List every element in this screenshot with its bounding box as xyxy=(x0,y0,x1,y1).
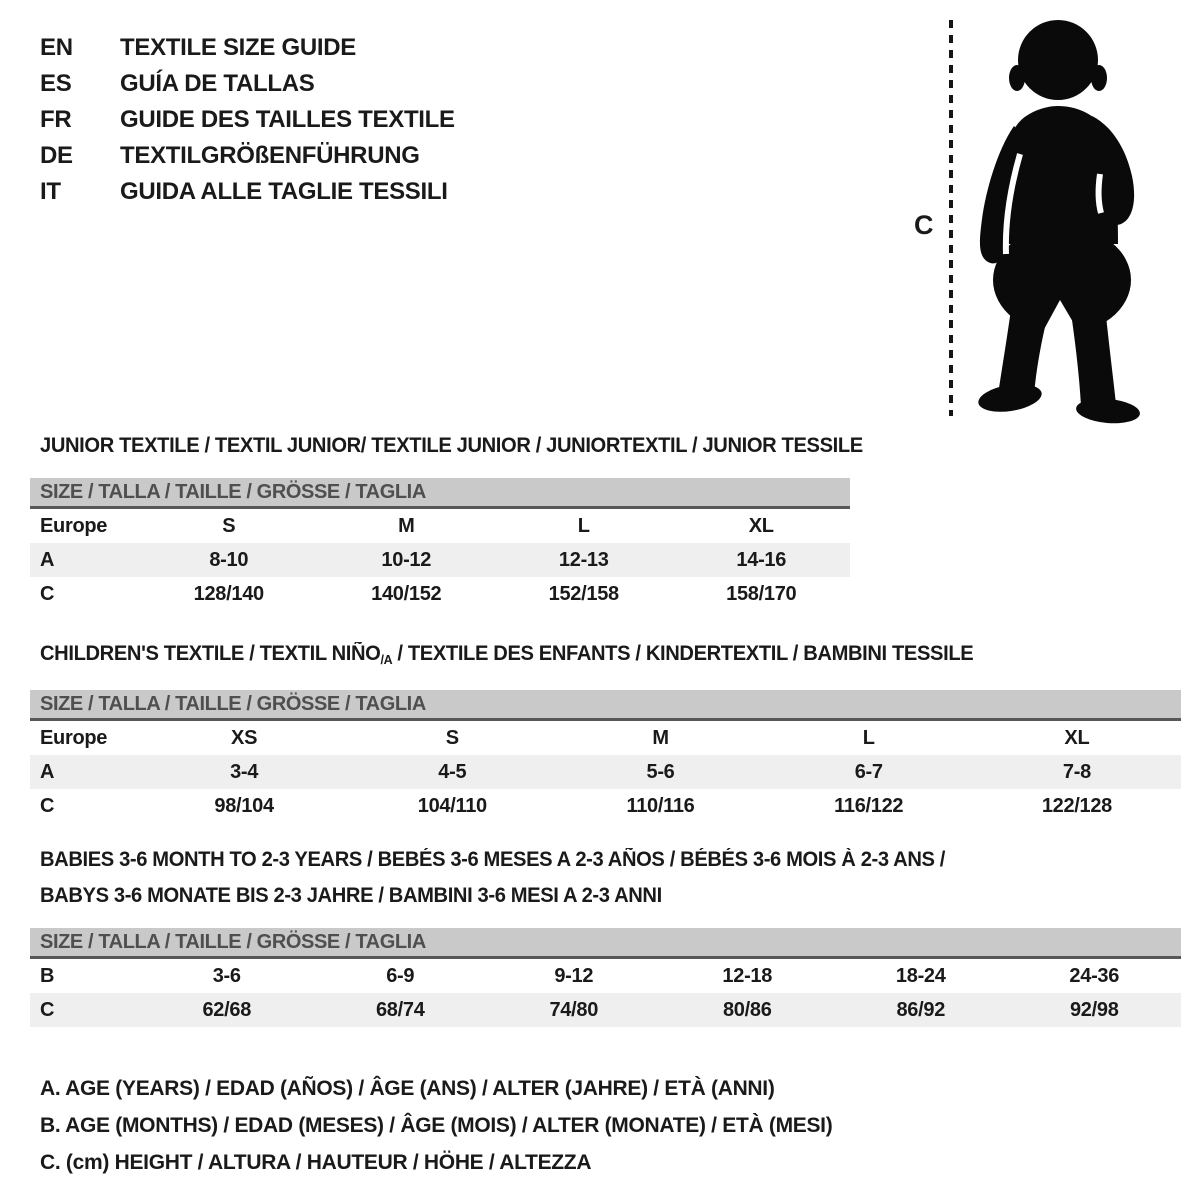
height-cell: 74/80 xyxy=(549,999,599,1021)
months-cell: 9-12 xyxy=(554,965,594,987)
babies-size-table xyxy=(30,928,1181,1027)
height-cell: 92/98 xyxy=(1069,999,1119,1021)
children-title-post: / TEXTILE DES ENFANTS / KINDERTEXTIL / BAMBINI TESSILE xyxy=(392,642,974,665)
age-cell: 5-6 xyxy=(646,761,675,783)
age-cell: 7-8 xyxy=(1062,761,1091,783)
language-code: FR xyxy=(40,106,72,133)
table-row-height xyxy=(30,577,850,611)
age-cell: 6-7 xyxy=(854,761,883,783)
junior-section-title: JUNIOR TEXTILE / TEXTIL JUNIOR/ TEXTILE JUNIOR / JUNIORTEXTIL / JUNIOR TESSILE xyxy=(40,434,863,457)
size-cell: L xyxy=(862,727,875,749)
months-cell: 6-9 xyxy=(386,965,415,987)
babies-title-line1: BABIES 3-6 MONTH TO 2-3 YEARS / BEBÉS 3-6 MESES A 2-3 AÑOS / BÉBÉS 3-6 MOIS À 2-3 ANS / xyxy=(40,848,946,871)
language-list xyxy=(40,30,455,210)
table-row-age xyxy=(30,755,1181,789)
table-row-region xyxy=(30,509,850,543)
table-row-age xyxy=(30,543,850,577)
height-cell: 86/92 xyxy=(896,999,946,1021)
row-label: Europe xyxy=(40,727,108,749)
age-cell: 8-10 xyxy=(209,549,249,571)
months-cell: 12-18 xyxy=(722,965,773,987)
children-section-title xyxy=(40,642,973,667)
table-row-height xyxy=(30,789,1181,823)
age-cell: 14-16 xyxy=(736,549,787,571)
height-cell: 62/68 xyxy=(202,999,252,1021)
size-header-bar: SIZE / TALLA / TAILLE / GRÖSSE / TAGLIA xyxy=(30,928,1181,959)
row-label: C xyxy=(40,795,55,817)
height-cell: 68/74 xyxy=(375,999,425,1021)
months-cell: 24-36 xyxy=(1069,965,1120,987)
row-label: C xyxy=(40,999,55,1021)
row-label: C xyxy=(40,583,55,605)
babies-title-line2: BABYS 3-6 MONATE BIS 2-3 JAHRE / BAMBINI 3-6 MESI A 2-3 ANNI xyxy=(40,884,662,907)
children-size-table xyxy=(30,690,1181,823)
table-row-months xyxy=(30,959,1181,993)
table-row-height xyxy=(30,993,1181,1027)
age-cell: 12-13 xyxy=(558,549,609,571)
height-cell: 116/122 xyxy=(834,795,904,817)
legend xyxy=(40,1070,832,1181)
baby-silhouette-icon xyxy=(958,14,1150,424)
age-cell: 10-12 xyxy=(381,549,432,571)
language-title: TEXTILGRÖßENFÜHRUNG xyxy=(120,142,420,169)
language-row xyxy=(40,66,455,102)
height-cell: 98/104 xyxy=(214,795,274,817)
row-label: A xyxy=(40,549,55,571)
size-cell: XL xyxy=(1064,727,1090,749)
babies-section-title xyxy=(40,842,945,914)
language-title: GUÍA DE TALLAS xyxy=(120,70,315,97)
height-cell: 122/128 xyxy=(1041,795,1113,817)
legend-line-c: C. (cm) HEIGHT / ALTURA / HAUTEUR / HÖHE / ALTEZZA xyxy=(40,1151,592,1174)
language-row xyxy=(40,174,455,210)
size-header-bar: SIZE / TALLA / TAILLE / GRÖSSE / TAGLIA xyxy=(30,690,1181,721)
height-cell: 152/158 xyxy=(548,583,619,605)
row-label: Europe xyxy=(40,515,108,537)
height-cell: 110/116 xyxy=(626,795,695,817)
height-cell: 158/170 xyxy=(726,583,797,605)
size-header-bar: SIZE / TALLA / TAILLE / GRÖSSE / TAGLIA xyxy=(30,478,850,509)
row-label: A xyxy=(40,761,55,783)
months-cell: 18-24 xyxy=(895,965,946,987)
size-cell: S xyxy=(222,515,236,537)
height-dashed-line xyxy=(949,20,953,416)
table-row-region xyxy=(30,721,1181,755)
size-cell: XS xyxy=(231,727,258,749)
size-cell: L xyxy=(577,515,590,537)
months-cell: 3-6 xyxy=(212,965,241,987)
language-title: GUIDA ALLE TAGLIE TESSILI xyxy=(120,178,448,205)
height-label-c: C xyxy=(914,210,934,240)
legend-line-a: A. AGE (YEARS) / EDAD (AÑOS) / ÂGE (ANS) / ALTER (JAHRE) / ETÀ (ANNI) xyxy=(40,1077,775,1100)
size-cell: XL xyxy=(748,515,774,537)
language-title: TEXTILE SIZE GUIDE xyxy=(120,34,356,61)
age-cell: 3-4 xyxy=(230,761,259,783)
height-cell: 128/140 xyxy=(193,583,264,605)
language-code: EN xyxy=(40,34,73,61)
legend-line-b: B. AGE (MONTHS) / EDAD (MESES) / ÂGE (MOIS) / ALTER (MONATE) / ETÀ (MESI) xyxy=(40,1114,833,1137)
row-label: B xyxy=(40,965,55,987)
language-row xyxy=(40,138,455,174)
language-title: GUIDE DES TAILLES TEXTILE xyxy=(120,106,455,133)
size-cell: M xyxy=(398,515,415,537)
language-row xyxy=(40,30,455,66)
language-code: DE xyxy=(40,142,73,169)
size-cell: S xyxy=(445,727,459,749)
children-title-pre: CHILDREN'S TEXTILE / TEXTIL NIÑO xyxy=(40,642,381,665)
language-code: IT xyxy=(40,178,61,205)
language-code: ES xyxy=(40,70,72,97)
age-cell: 4-5 xyxy=(438,761,467,783)
height-cell: 104/110 xyxy=(417,795,487,817)
height-cell: 140/152 xyxy=(371,583,442,605)
height-cell: 80/86 xyxy=(722,999,772,1021)
language-row xyxy=(40,102,455,138)
junior-size-table xyxy=(30,478,850,611)
size-cell: M xyxy=(652,727,669,749)
children-title-sub: /A xyxy=(380,652,393,667)
